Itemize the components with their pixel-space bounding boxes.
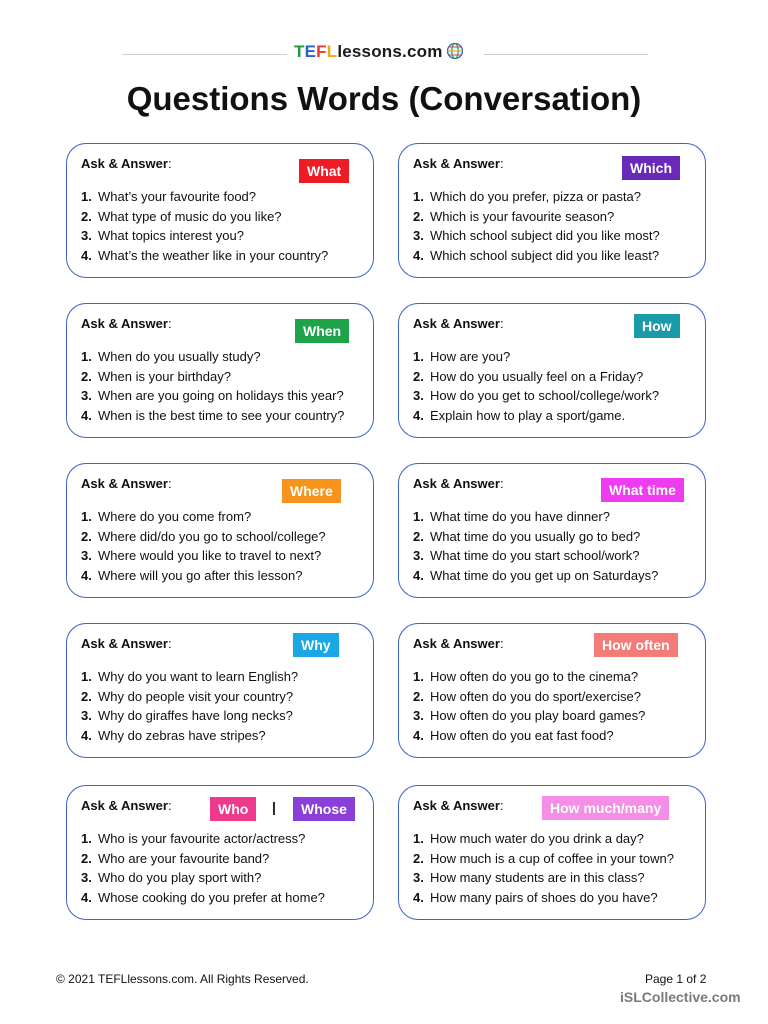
question-list — [81, 347, 344, 425]
list-item: 1. Who is your favourite actor/actress? — [81, 831, 306, 846]
question-card-who-whose — [66, 785, 374, 920]
watermark: iSLCollective.com — [620, 989, 741, 1005]
question-card-when — [66, 303, 374, 438]
tag-separator: | — [272, 799, 276, 815]
list-item: 2. What time do you usually go to bed? — [413, 528, 641, 544]
list-item: 2. How often do you do sport/exercise? — [413, 688, 642, 704]
ask-answer-label: Ask & Answer: — [81, 636, 172, 651]
list-item: 1. Which do you prefer, pizza or pasta? — [413, 189, 642, 204]
list-item: 2. How much is a cup of coffee in your town? — [413, 850, 674, 866]
ask-answer-label: Ask & Answer: — [413, 636, 504, 651]
list-item: 1. How much water do you drink a day? — [413, 831, 644, 846]
list-item: 4. What time do you get up on Saturdays? — [413, 567, 659, 583]
header — [0, 40, 768, 70]
list-item: 4. How many pairs of shoes do you have? — [413, 889, 658, 905]
question-list — [81, 667, 298, 745]
question-card-how — [398, 303, 706, 438]
tag-how-much-many: How much/many — [542, 796, 669, 820]
list-item: 1. When do you usually study? — [81, 349, 261, 364]
question-list — [413, 829, 674, 907]
list-item: 3. Why do giraffes have long necks? — [81, 708, 293, 723]
question-card-where — [66, 463, 374, 598]
list-item: 3. What topics interest you? — [81, 228, 244, 243]
question-card-how-often — [398, 623, 706, 758]
tag-whose: Whose — [293, 797, 355, 821]
question-card-why — [66, 623, 374, 758]
tag-which: Which — [622, 156, 680, 180]
list-item: 2. Where did/do you go to school/college? — [81, 528, 326, 544]
ask-answer-label: Ask & Answer: — [81, 316, 172, 331]
tag-how: How — [634, 314, 680, 338]
tag-where: Where — [282, 479, 341, 503]
question-list — [81, 507, 326, 585]
list-item: 1. How are you? — [413, 349, 511, 364]
ask-answer-label: Ask & Answer: — [413, 798, 504, 813]
tag-what-time: What time — [601, 478, 684, 502]
tag-why: Why — [293, 633, 339, 657]
page-title: Questions Words (Conversation) — [126, 80, 642, 117]
list-item: 4. Why do zebras have stripes? — [81, 727, 266, 743]
list-item: 4. Explain how to play a sport/game. — [413, 407, 626, 423]
list-item: 3. Which school subject did you like most? — [413, 228, 660, 243]
question-list — [81, 829, 325, 907]
list-item: 3. How many students are in this class? — [413, 870, 645, 885]
list-item: 2. Which is your favourite season? — [413, 208, 615, 224]
question-list — [81, 187, 328, 265]
tag-what: What — [299, 159, 349, 183]
list-item: 4. How often do you eat fast food? — [413, 727, 614, 743]
question-list — [413, 187, 660, 265]
list-item: 2. How do you usually feel on a Friday? — [413, 368, 644, 384]
list-item: 1. How often do you go to the cinema? — [413, 669, 639, 684]
question-card-how-much-many — [398, 785, 706, 920]
list-item: 3. Where would you like to travel to next? — [81, 548, 322, 563]
tag-how-often: How often — [594, 633, 678, 657]
ask-answer-label: Ask & Answer: — [81, 156, 172, 171]
question-list — [413, 667, 645, 745]
list-item: 4. Whose cooking do you prefer at home? — [81, 889, 325, 905]
list-item: 3. What time do you start school/work? — [413, 548, 640, 563]
list-item: 1. What time do you have dinner? — [413, 509, 610, 524]
globe-icon — [446, 42, 464, 60]
list-item: 4. Where will you go after this lesson? — [81, 567, 303, 583]
list-item: 3. How do you get to school/college/work? — [413, 388, 660, 403]
footer-copyright: © 2021 TEFLlessons.com. All Rights Reserved. — [56, 972, 309, 986]
tag-when: When — [295, 319, 349, 343]
ask-answer-label: Ask & Answer: — [81, 476, 172, 491]
ask-answer-label: Ask & Answer: — [413, 476, 504, 491]
list-item: 1. Why do you want to learn English? — [81, 669, 299, 684]
ask-answer-label: Ask & Answer: — [81, 798, 172, 813]
list-item: 2. Who are your favourite band? — [81, 850, 270, 866]
ask-answer-label: Ask & Answer: — [413, 156, 504, 171]
list-item: 2. What type of music do you like? — [81, 208, 282, 224]
question-card-what — [66, 143, 374, 278]
list-item: 4. What’s the weather like in your country? — [81, 247, 329, 263]
list-item: 3. When are you going on holidays this year? — [81, 388, 344, 403]
list-item: 2. When is your birthday? — [81, 368, 231, 384]
list-item: 4. When is the best time to see your country? — [81, 407, 345, 423]
header-rule-right — [484, 54, 648, 55]
list-item: 1. What’s your favourite food? — [81, 189, 257, 204]
question-card-what-time — [398, 463, 706, 598]
list-item: 1. Where do you come from? — [81, 509, 252, 524]
question-list — [413, 507, 658, 585]
footer-page-number: Page 1 of 2 — [645, 972, 707, 986]
list-item: 4. Which school subject did you like least? — [413, 247, 660, 263]
tag-who: Who — [210, 797, 256, 821]
ask-answer-label: Ask & Answer: — [413, 316, 504, 331]
list-item: 3. Who do you play sport with? — [81, 870, 262, 885]
list-item: 2. Why do people visit your country? — [81, 688, 294, 704]
question-card-which — [398, 143, 706, 278]
brand-logo: TEFLlessons.com — [294, 42, 464, 62]
question-list — [413, 347, 659, 425]
list-item: 3. How often do you play board games? — [413, 708, 646, 723]
header-rule-left — [122, 54, 287, 55]
